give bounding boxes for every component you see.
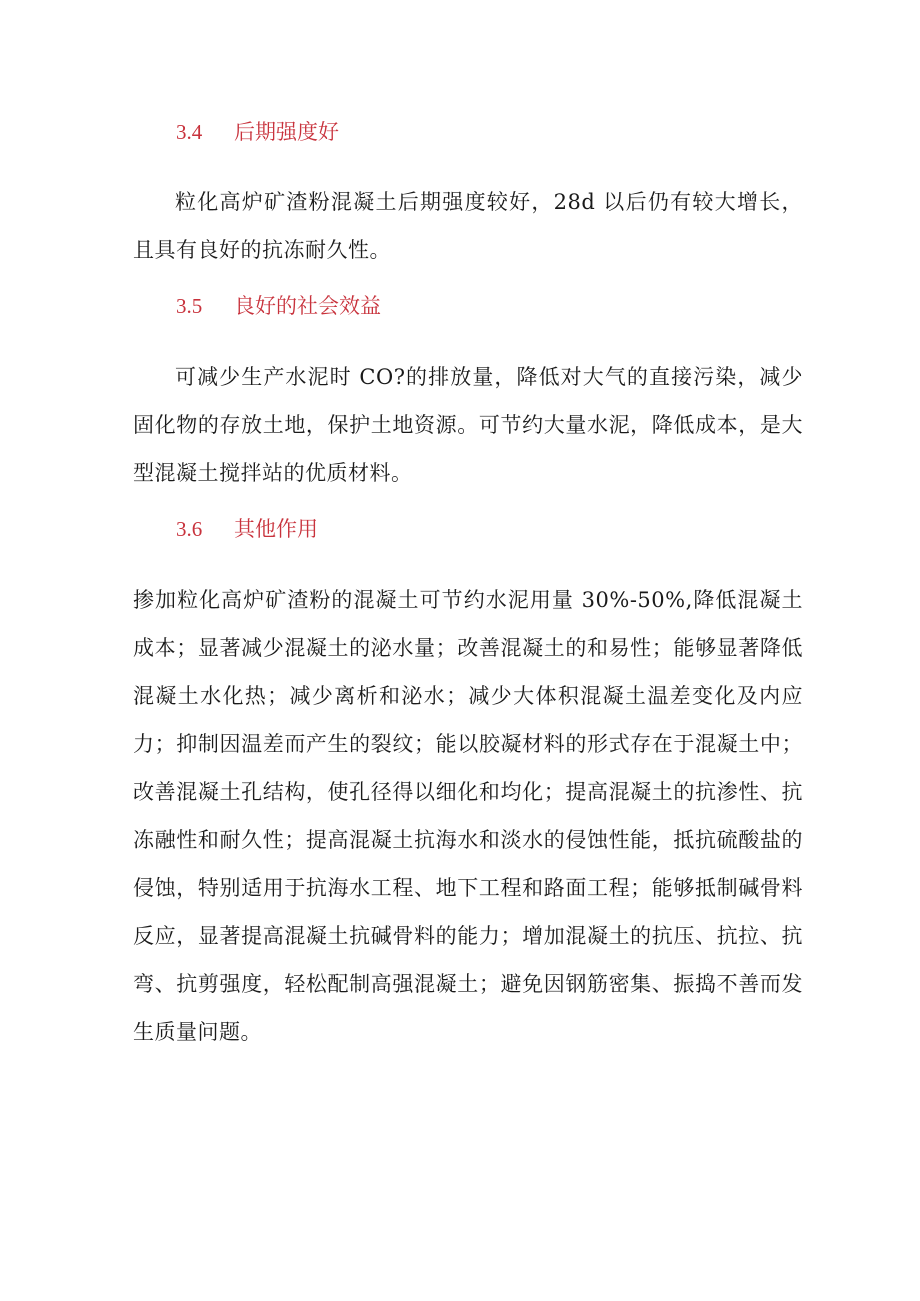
section-paragraph-3-5: 可减少生产水泥时 CO?的排放量，降低对大气的直接污染，减少固化物的存放土地，保护土地资源。可节约大量水泥，降低成本，是大型混凝土搅拌站的优质材料。 xyxy=(133,365,803,485)
section-title: 后期强度好 xyxy=(234,120,339,144)
section-number: 3.5 xyxy=(176,294,203,318)
section-heading-3-5 xyxy=(176,290,381,320)
section-title: 其他作用 xyxy=(234,517,318,541)
section-title: 良好的社会效益 xyxy=(234,294,381,318)
section-heading-3-4 xyxy=(176,116,339,146)
section-paragraph-3-4: 粒化高炉矿渣粉混凝土后期强度较好，28d 以后仍有较大增长，且具有良好的抗冻耐久性。 xyxy=(133,190,803,262)
section-heading-3-6 xyxy=(176,513,318,543)
section-number: 3.6 xyxy=(176,517,203,541)
section-paragraph-3-6: 掺加粒化高炉矿渣粉的混凝土可节约水泥用量 30%-50%,降低混凝土成本；显著减少混凝土的泌水量；改善混凝土的和易性；能够显著降低混凝土水化热；减少离析和泌水；减少大体积混凝土温差变化及内应力；抑制因温差而产生的裂纹；能以胶凝材料的形式存在于混凝土中；改善混凝土孔结构，使孔径得以细化和均化；提高混凝土的抗渗性、抗冻融性和耐久性；提高混凝土抗海水和淡水的侵蚀性能，抵抗硫酸盐的侵蚀，特别适用于抗海水工程、地下工程和路面工程；能够抵制碱骨料反应，显著提高混凝土抗碱骨料的能力；增加混凝土的抗压、抗拉、抗弯、抗剪强度，轻松配制高强混凝土；避免因钢筋密集、振捣不善而发生质量问题。 xyxy=(133,588,803,1044)
section-number: 3.4 xyxy=(176,120,203,144)
